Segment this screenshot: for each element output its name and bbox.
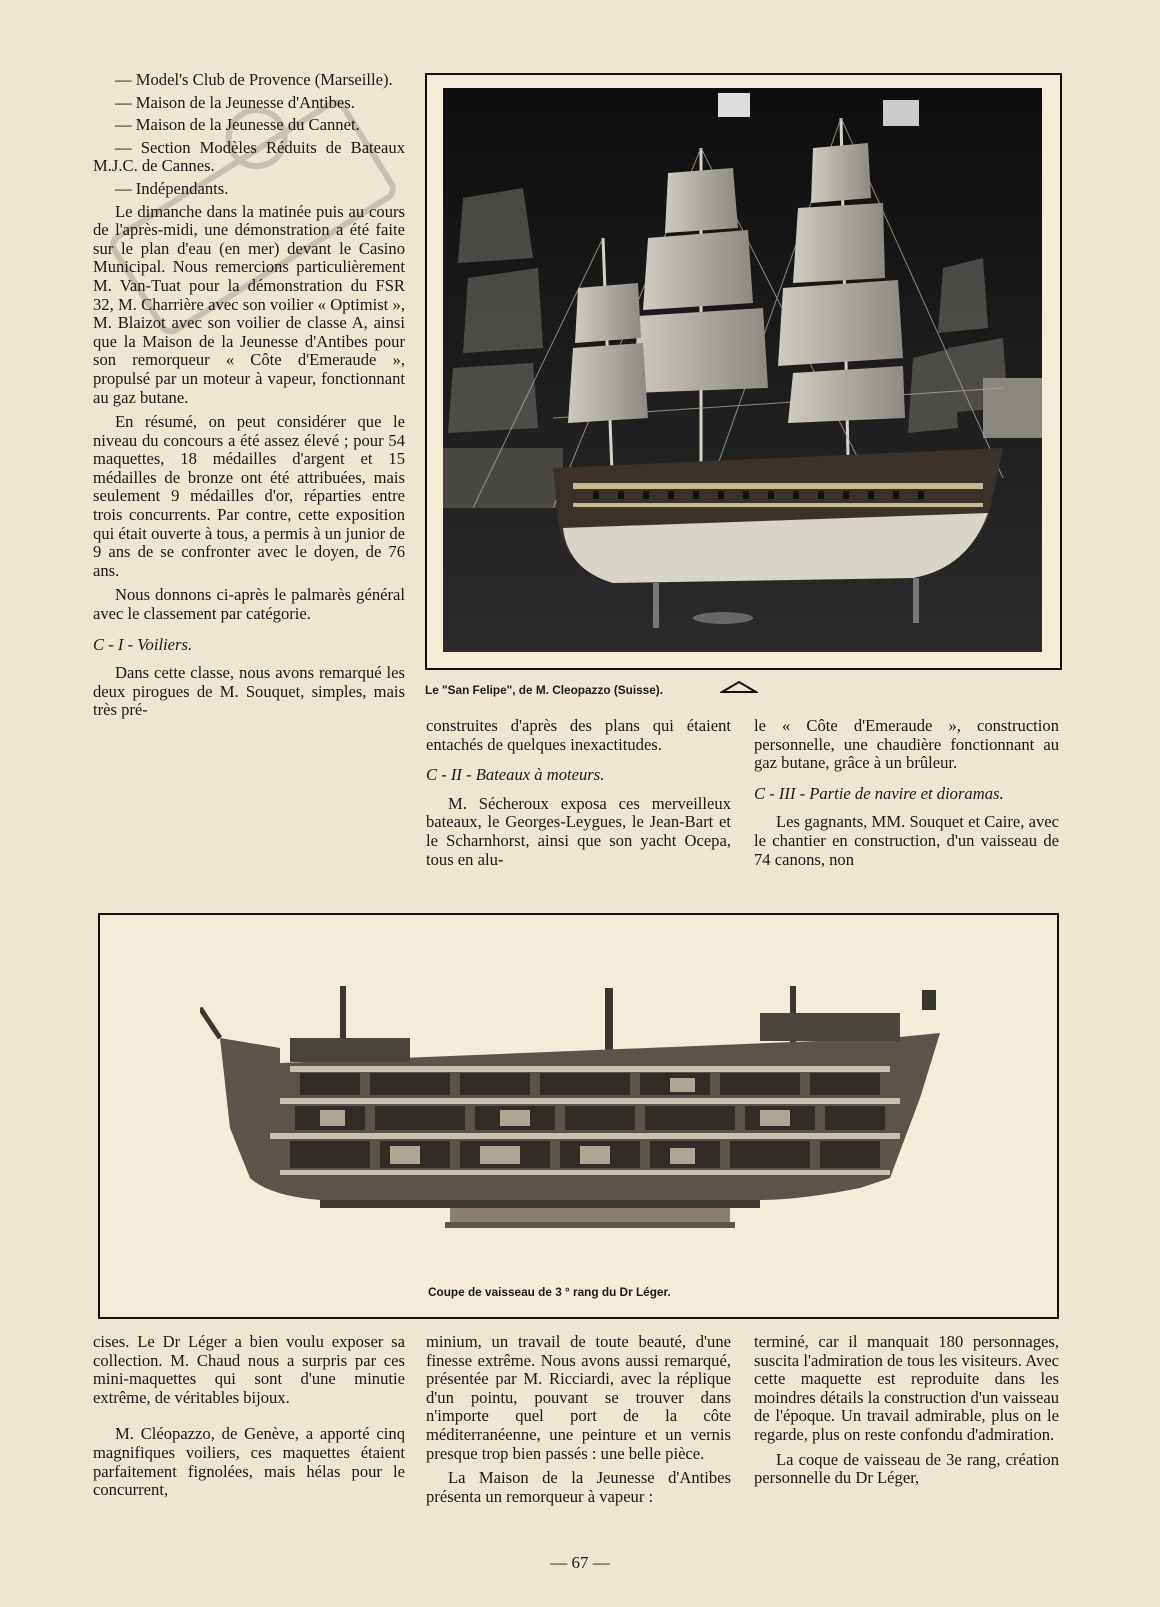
column-right-top <box>754 717 1059 875</box>
column-right-bottom <box>754 1333 1059 1494</box>
column-left-top <box>93 71 405 726</box>
paragraph-secheroux: M. Sécheroux exposa ces merveilleux bateaux, le Georges-Leygues, le Jean-Bart et le Scharnhorst, ainsi que son yacht Ocepa, tous en alu- <box>426 793 731 869</box>
heading-bateaux-moteurs: C - II - Bateaux à moteurs. <box>426 765 605 785</box>
paragraph-cleopazzo: M. Cléopazzo, de Genève, a apporté cinq magnifiques voiliers, ces maquettes étaient parfaitement fignolées, mais hélas pour le concurrent, <box>93 1424 405 1500</box>
san-felipe-photo <box>443 88 1042 652</box>
paragraph-termine: terminé, car il manquait 180 personnages, suscita l'admiration de tous les visiteurs. Avec cette maquette est reproduite dans les moindres détails la construction d'un vaisseau de l'époque. Un travail admirable, plus on le regarde, plus on reste confondu d'admiration. <box>754 1332 1059 1444</box>
paragraph-minium: minium, un travail de toute beauté, d'une finesse extrême. Nous avons aussi remarqué, présentée par M. Ricciardi, avec la réplique d'un pointu, pouvant se trouver dans n'importe quel port de la côte méditerranéenne, une peinture et un vernis presque trop bien passés : une belle pièce. <box>426 1332 731 1463</box>
column-middle-bottom <box>426 1333 731 1512</box>
ship-cross-section-photo <box>200 978 960 1248</box>
top-photo-caption: Le "San Felipe", de M. Cleopazzo (Suisse). <box>425 683 663 697</box>
column-left-bottom <box>93 1333 405 1506</box>
club-line-2: — Maison de la Jeunesse d'Antibes. <box>115 92 355 112</box>
paragraph-demonstration: Le dimanche dans la matinée puis au cours de l'après-midi, une démonstration a été faite sur le plan d'eau (en mer) devant le Casino Municipal. Nous remercions particulièrement M. Van-Tuat pour la démonstration du FSR 32, M. Charrière avec son voilier « Optimist », M. Blaizot avec son voilier de classe A, ainsi que la Maison de la Jeunesse d'Antibes pour son remorqueur « Côte d'Emeraude », propulsé par un moteur à vapeur, fonctionnant au gaz butane. <box>93 201 405 407</box>
paragraph-gagnants: Les gagnants, MM. Souquet et Caire, avec le chantier en construction, d'un vaisseau de 74 canons, non <box>754 812 1059 869</box>
club-line-1: — Model's Club de Provence (Marseille). <box>115 70 393 89</box>
column-middle-top <box>426 717 731 875</box>
heading-voiliers: C - I - Voiliers. <box>93 634 193 654</box>
paragraph-leger-collection: cises. Le Dr Léger a bien voulu exposer sa collection. M. Chaud nous a surpris par ces mini-maquettes qui sont d'une minutie extrême, de véritables bijoux. <box>93 1332 405 1407</box>
paragraph-resume: En résumé, on peut considérer que le niveau du concours a été assez élevé ; pour 54 maquettes, 18 médailles d'argent et 15 médailles de bronze ont été attribuées, mais seulement 9 médailles d'or, réparties entre trois concurrents. Par contre, cette exposition qui était ouverte à tous, a permis à un junior de 9 ans de se confronter avec le doyen, de 76 ans. <box>93 412 405 580</box>
paragraph-palmares: Nous donnons ci-après le palmarès général avec le classement par catégorie. <box>93 585 405 624</box>
paragraph-maison-jeunesse: La Maison de la Jeunesse d'Antibes présenta un remorqueur à vapeur : <box>426 1468 731 1506</box>
page-number: — 67 — <box>550 1553 610 1572</box>
triangle-icon <box>720 680 758 699</box>
paragraph-coque: La coque de vaisseau de 3e rang, création personnelle du Dr Léger, <box>754 1449 1059 1488</box>
paragraph-cote-emeraude: le « Côte d'Emeraude », construction personnelle, une chaudière fonctionnant au gaz butane, grâce à un brûleur. <box>754 716 1059 773</box>
club-line-3: — Maison de la Jeunesse du Cannet. <box>115 115 360 135</box>
paragraph-voiliers: Dans cette classe, nous avons remarqué les deux pirogues de M. Souquet, simples, mais très pré- <box>93 663 405 720</box>
paragraph-construites: construites d'après des plans qui étaient entachés de quelques inexactitudes. <box>426 716 731 754</box>
club-line-5: — Indépendants. <box>115 178 229 198</box>
club-line-4: — Section Modèles Réduits de Bateaux M.J.C. de Cannes. <box>93 137 405 176</box>
bottom-photo-caption: Coupe de vaisseau de 3 ° rang du Dr Léger. <box>428 1285 671 1299</box>
heading-partie-navire: C - III - Partie de navire et dioramas. <box>754 783 1004 803</box>
